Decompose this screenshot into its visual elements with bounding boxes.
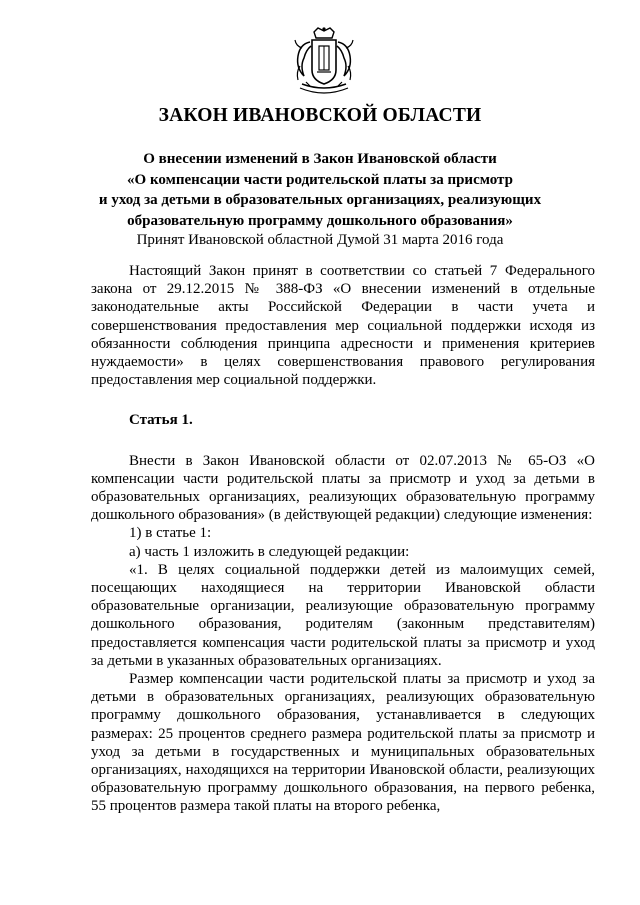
article-intro-paragraph: Внести в Закон Ивановской области от 02.07.2013 № 65-ОЗ «О компенсации части родительской платы за присмотр и уход за детьми в образовательных организациях, реализующих образовательную программу дошкольного образования» (в действующей редакции) следующие изменения: <box>91 452 595 524</box>
quoted-paragraph: Размер компенсации части родительской платы за присмотр и уход за детьми в образовательных организациях, реализующих образовательную программу дошкольного образования, устанавливается в следующих размерах: 25 процентов среднего размера родительской платы за присмотр и уход за детьми в государственных и муниципальных образовательных организациях, находящихся на территории Ивановской области, реализующих образовательную программу дошкольного образования, на первого ребенка, 55 процентов размера такой платы на второго ребенка, <box>91 671 595 815</box>
subtitle-line: «О компенсации части родительской платы за присмотр <box>127 171 513 188</box>
adoption-statement: Принят Ивановской областной Думой 31 марта 2016 года <box>136 232 504 248</box>
quoted-paragraph: «1. В целях социальной поддержки детей из малоимущих семей, посещающих находящиеся на территории Ивановской области образовательные организации, реализующие образовательную программу дошкольного образования, родителям (законным представителям) предоставляется компенсация части родительской платы за присмотр и уход за детьми в указанных образовательных организациях. <box>91 561 595 669</box>
law-title: ЗАКОН ИВАНОВСКОЙ ОБЛАСТИ <box>158 105 482 126</box>
amendment-item: 1) в статье 1: <box>129 525 212 542</box>
article-heading: Статья 1. <box>129 412 193 429</box>
document-body <box>91 262 595 816</box>
preamble-paragraph: Настоящий Закон принят в соответствии со статьей 7 Федерального закона от 29.12.2015 № 388-ФЗ «О внесении изменений в отдельные законодательные акты Российской Федерации в части учета и совершенствования предоставления мер социальной поддержки исходя из обязанности соблюдения принципа адресности и применения критериев нуждаемости» в целях совершенствования правового регулирования предоставления мер социальной поддержки. <box>91 263 595 389</box>
law-subtitle <box>60 149 580 231</box>
coat-of-arms-emblem <box>292 26 356 100</box>
subtitle-line: О внесении изменений в Закон Ивановской области <box>143 151 497 167</box>
amendment-subitem: а) часть 1 изложить в следующей редакции: <box>129 543 410 560</box>
subtitle-line: и уход за детьми в образовательных организациях, реализующих <box>98 192 542 208</box>
subtitle-line: образовательную программу дошкольного образования» <box>127 212 513 229</box>
